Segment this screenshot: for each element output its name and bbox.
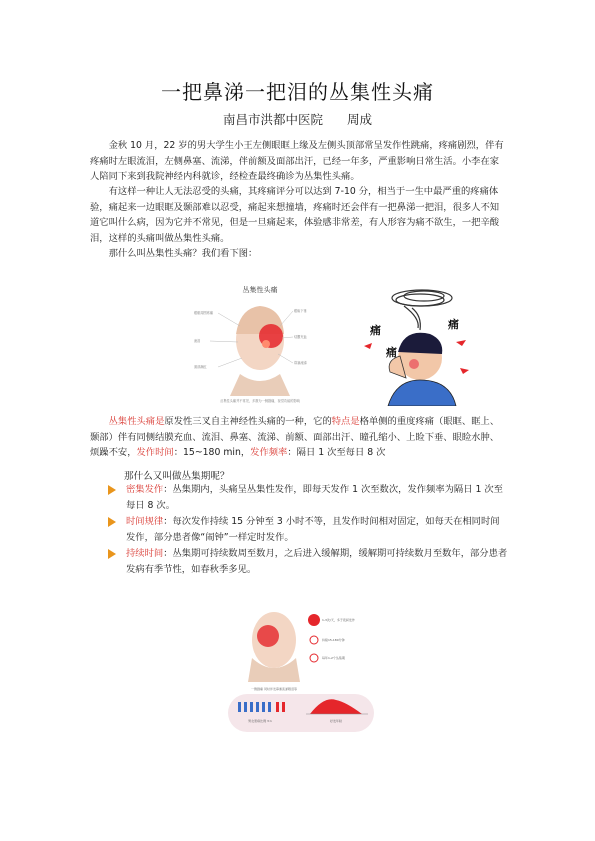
intro-paragraph: 金秋 10 月，22 岁的男大学生小王左侧眼眶上缘及左侧头顶部常呈发作性跳痛，疼痛剧烈，伴有疼痛时左眼流泪，左侧鼻塞、流涕，伴前额及面部出汗，已经一年多，严重影响日常生活。小李在家人陪同下来到我院神经内科就诊，经检查最终确诊为丛集性头痛。 <box>90 140 504 182</box>
figure2-caption: 一侧剧痛 同时伴发鼻塞流涕眼泪等 <box>251 687 297 691</box>
scribble-cloud-icon <box>392 290 452 330</box>
figure-lead-paragraph: 那什么叫丛集性头痛？我们看下图： <box>108 248 258 259</box>
fig1-label-left-2: 流泪 <box>194 339 201 343</box>
author-name: 周成 <box>346 112 372 127</box>
bullet-text: ：丛集期可持续数周至数月，之后进入缓解期，缓解期可持续数月至数年，部分患者发病有季节性，如春秋季多见。 <box>126 548 508 575</box>
fig1-label-right-3: 鼻塞流涕 <box>294 361 307 365</box>
author-org: 南昌市洪都中医院 <box>222 112 323 127</box>
cluster-headache-infographic <box>226 598 376 736</box>
cartoon-blush-icon <box>409 359 419 369</box>
feature-label: 特点是 <box>331 416 360 427</box>
infographic-note-2: 持续15-180分钟 <box>322 638 345 642</box>
list-item <box>106 546 508 577</box>
attack-time-label: 发作时间 <box>136 447 174 458</box>
fig1-label-right-1: 眼睑下垂 <box>294 309 307 313</box>
fig1-label-right-2: 结膜充血 <box>294 335 307 339</box>
cartoon-shirt-icon <box>388 380 456 406</box>
cluster-headache-diagram <box>190 278 330 406</box>
frequency-pie-icon <box>308 614 320 626</box>
calendar-icon <box>310 654 318 662</box>
pain-char-1: 痛 <box>370 324 381 337</box>
page-title: 一把鼻涕一把泪的丛集性头痛 <box>161 80 434 104</box>
infographic-pain-icon <box>257 625 279 647</box>
fig1-label-left-1: 眼眶周围疼痛 <box>194 311 214 315</box>
definition-text-1: 原发性三叉自主神经性头痛的一种，它的 <box>164 416 332 427</box>
infographic-note-1: 1-3次/天，多于夜间发作 <box>322 618 355 622</box>
gender-ratio-label: 男女患病比例 3:1 <box>248 719 272 723</box>
list-item <box>106 482 508 513</box>
neck-shoulder-shape <box>230 374 290 396</box>
clock-icon <box>310 636 318 644</box>
bullet-label: 时间规律 <box>126 516 164 527</box>
pain-char-2: 痛 <box>448 318 459 331</box>
pain-char-3: 痛 <box>386 346 397 359</box>
author-line <box>0 110 595 128</box>
bullet-text: ：丛集期内，头痛呈丛集性发作，即每天发作 1 次至数次，发作频率为隔日 1 次至每日 8 次。 <box>126 484 503 511</box>
triangle-bullet-icon <box>108 549 116 559</box>
cluster-period-question: 那什么又叫做丛集期呢？ <box>124 471 230 482</box>
attack-frequency-value: ：隔日 1 次至每日 8 次 <box>287 447 386 458</box>
list-item <box>106 514 508 545</box>
bullet-label: 密集发作 <box>126 484 164 495</box>
definition-term: 丛集性头痛是 <box>108 416 165 427</box>
definition-text-2: 格单侧的重度疼痛（眼眶、眶上、颞部）伴有同侧结膜充血、流泪、鼻塞、流涕、前额、面部出汗、瞳孔缩小、上睑下垂、眼睑水肿、烦躁不安， <box>90 416 500 458</box>
infographic-note-3: 每年1-2个丛集期 <box>322 656 345 660</box>
definition-paragraph <box>90 414 506 461</box>
figure1-title: 丛集性头痛 <box>242 286 278 294</box>
triangle-bullet-icon <box>108 517 116 527</box>
cartoon-headache-illustration <box>360 282 476 406</box>
fig1-label-left-3: 面部潮红 <box>194 365 207 369</box>
bullet-label: 持续时间 <box>126 548 164 559</box>
attack-time-value: ：15~180 min， <box>173 447 251 458</box>
attack-frequency-label: 发作频率 <box>250 447 288 458</box>
figure1-caption: 丛集性头痛并不常见，多数为一侧剧痛，视觉功能的影响 <box>220 399 300 403</box>
cluster-period-list <box>106 482 508 578</box>
cartoon-hair-icon <box>398 333 442 354</box>
description-paragraph: 有这样一种让人无法忍受的头痛，其疼痛评分可以达到 7-10 分，相当于一生中最严重的疼痛体验，痛起来一边眼眶及颞部难以忍受，痛起来想撞墙，疼痛时还会伴有一把鼻涕一把泪，很多人不知道它叫什么病，因为它并不常见，但是一旦痛起来，体验感非常差，有人形容为痛不欲生，一把辛酸泪，这样的头痛叫做丛集性头痛。 <box>90 186 500 244</box>
bullet-text: ：每次发作持续 15 分钟至 3 小时不等，且发作时间相对固定，如每天在相同时间发作，部分患者像“闹钟”一样定时发作。 <box>126 516 500 543</box>
triangle-bullet-icon <box>108 485 116 495</box>
onset-age-label: 好发年龄 <box>329 719 343 723</box>
eye-redness-icon <box>262 340 270 348</box>
